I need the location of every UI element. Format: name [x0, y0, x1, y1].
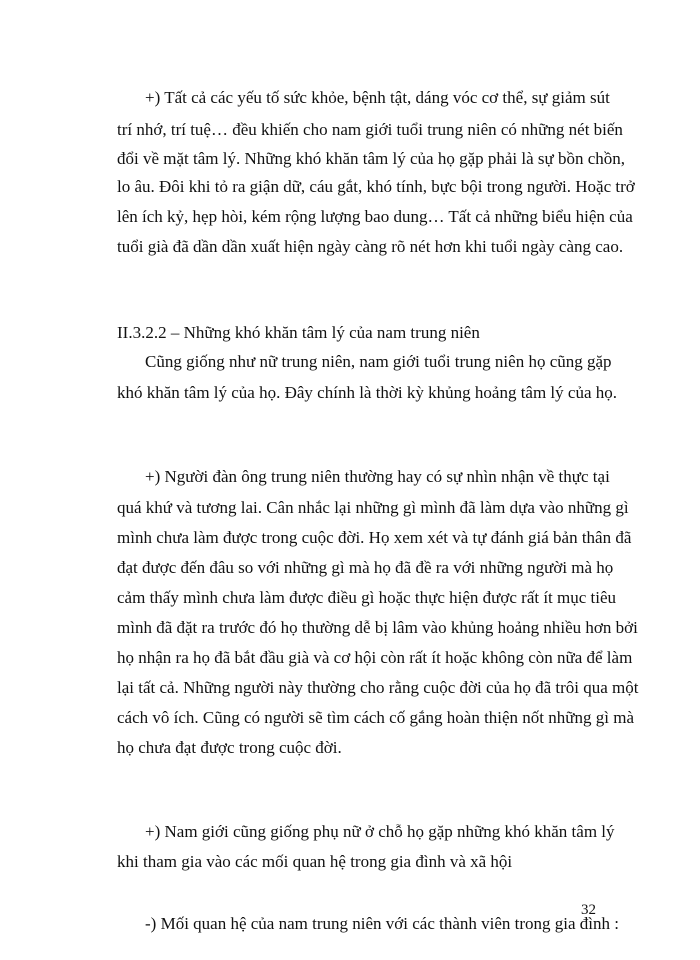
paragraph-line: +) Nam giới cũng giống phụ nữ ở chỗ họ gặp những khó khăn tâm lý: [145, 822, 615, 841]
paragraph-line: lên ích kỷ, hẹp hòi, kém rộng lượng bao dung… Tất cả những biểu hiện của: [117, 207, 633, 226]
paragraph-line: cảm thấy mình chưa làm được điều gì hoặc thực hiện được rất ít mục tiêu: [117, 588, 617, 607]
paragraph-line: quá khứ và tương lai. Cân nhắc lại những gì mình đã làm dựa vào những gì: [117, 498, 629, 517]
paragraph-line: lại tất cả. Những người này thường cho rằng cuộc đời của họ đã trôi qua một: [117, 678, 639, 697]
paragraph-line: +) Người đàn ông trung niên thường hay có sự nhìn nhận về thực tại: [145, 467, 610, 486]
paragraph-line: họ nhận ra họ đã bắt đầu già và cơ hội còn rất ít hoặc không còn nữa để làm: [117, 648, 633, 667]
paragraph-line: mình chưa làm được trong cuộc đời. Họ xem xét và tự đánh giá bản thân đã: [117, 528, 632, 547]
paragraph-line: lo âu. Đôi khi tỏ ra giận dữ, cáu gắt, khó tính, bực bội trong người. Hoặc trở: [117, 177, 635, 196]
paragraph-line: Cũng giống như nữ trung niên, nam giới tuổi trung niên họ cũng gặp: [145, 352, 612, 371]
paragraph-line: khi tham gia vào các mối quan hệ trong gia đình và xã hội: [117, 852, 513, 871]
section-heading: II.3.2.2 – Những khó khăn tâm lý của nam trung niên: [117, 323, 480, 342]
paragraph-line: trí nhớ, trí tuệ… đều khiến cho nam giới tuổi trung niên có những nét biến: [117, 120, 623, 139]
paragraph-line: -) Mối quan hệ của nam trung niên với các thành viên trong gia đình :: [145, 914, 619, 933]
paragraph-line: đạt được đến đâu so với những gì mà họ đã đề ra với những người mà họ: [117, 558, 614, 577]
page-number: 32: [581, 902, 596, 918]
paragraph-line: đổi về mặt tâm lý. Những khó khăn tâm lý của họ gặp phải là sự bồn chồn,: [117, 149, 626, 168]
paragraph-line: khó khăn tâm lý của họ. Đây chính là thời kỳ khủng hoảng tâm lý của họ.: [117, 383, 617, 402]
paragraph-line: tuổi già đã dần dần xuất hiện ngày càng rõ nét hơn khi tuổi ngày càng cao.: [117, 237, 624, 256]
paragraph-line: mình đã đặt ra trước đó họ thường dễ bị lâm vào khủng hoảng nhiều hơn bởi: [117, 618, 638, 637]
paragraph-line: cách vô ích. Cũng có người sẽ tìm cách cố gắng hoàn thiện nốt những gì mà: [117, 708, 634, 727]
paragraph-line: +) Tất cả các yếu tố sức khỏe, bệnh tật, dáng vóc cơ thể, sự giảm sút: [145, 88, 610, 107]
paragraph-line: họ chưa đạt được trong cuộc đời.: [117, 738, 342, 757]
